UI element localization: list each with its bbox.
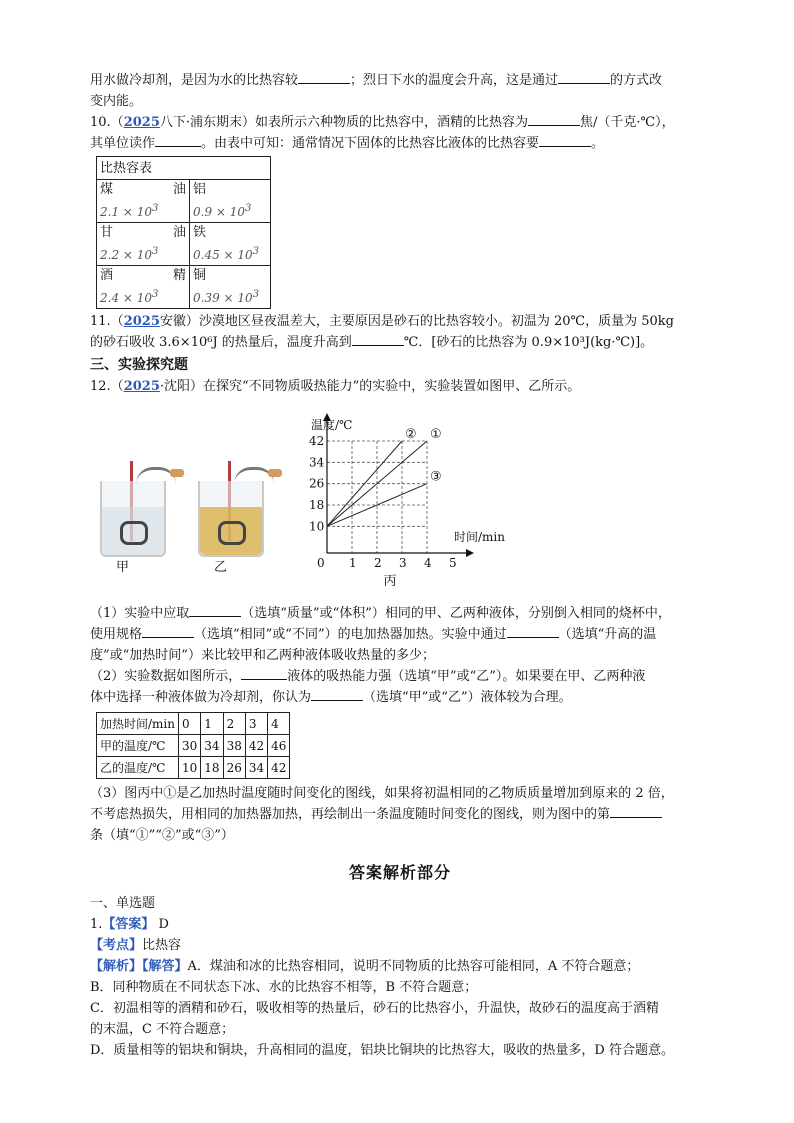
q12-p1-line2: 使用规格 （选填“相同”或“不同”）的电加热器加热。实验中通过 （选填“升高的温 — [90, 627, 657, 642]
x-axis-label: 时间/min — [454, 530, 505, 544]
y-tick-label: 42 — [309, 434, 325, 448]
answer-blank[interactable] — [311, 688, 363, 701]
data-table — [96, 712, 290, 779]
answer-blank[interactable] — [241, 667, 287, 680]
q9-tail-line2: 变内能。 — [90, 94, 143, 109]
temperature-time-chart — [295, 403, 505, 603]
answers-section-heading: 一、单选题 — [90, 896, 156, 911]
x-tick-label: 4 — [424, 556, 432, 570]
analysis-b: B．同种物质在不同状态下冰、水的比热容不相等，B 不符合题意； — [90, 980, 478, 995]
section-heading: 三、实验探究题 — [90, 357, 188, 373]
y-tick-label: 26 — [309, 476, 325, 491]
q12-p3-line2: 不考虑热损失，用相同的加热器加热，再绘制出一条温度随时间变化的图线，则为图中的第 — [90, 804, 710, 825]
y-tick-label: 34 — [309, 455, 325, 470]
series-label: ② — [405, 427, 417, 442]
answer-blank[interactable] — [539, 134, 591, 147]
year-link[interactable]: 2025 — [123, 379, 160, 394]
x-tick-label: 2 — [374, 556, 382, 570]
experiment-figure — [90, 403, 710, 603]
table-row: 乙的温度/℃ 10 18 26 34 42 — [97, 757, 290, 779]
heater-icon — [120, 521, 148, 545]
answer-blank[interactable] — [352, 333, 404, 346]
q12-p3-line1: （3）图丙中①是乙加热时温度随时间变化的图线，如果将初温相同的乙物质质量增加到原来的 2 倍， — [90, 786, 674, 801]
knowledge-point: 【考点】比热容 — [90, 938, 182, 953]
beaker-yi — [188, 461, 274, 575]
answer-blank[interactable] — [142, 625, 194, 638]
q12-p2-line2: 体中选择一种液体做为冷却剂，你认为 （选填“甲”或“乙”）液体较为合理。 — [90, 690, 572, 705]
heater-icon — [218, 521, 246, 545]
q12-line1: 12.（2025·沈阳）在探究“不同物质吸热能力”的实验中，实验装置如图甲、乙所示。 — [90, 379, 581, 394]
table-header: 比热容表 — [97, 157, 271, 180]
x-tick-label: 5 — [449, 556, 457, 570]
y-tick-label: 10 — [309, 519, 325, 534]
analysis-c1: C．初温相等的酒精和砂石，吸收相等的热量后，砂石的比热容小，升温快，故砂石的温度高于酒精 — [90, 1001, 659, 1016]
q11-line1: 11.（2025安徽）沙漠地区昼夜温差大，主要原因是砂石的比热容较小。初温为 20℃，质量为 50kg — [90, 314, 674, 329]
q10-line2: 其单位读作 。由表中可知：通常情况下固体的比热容比液体的比热容要 。 — [90, 136, 605, 151]
q9-tail-line1: 用水做冷却剂，是因为水的比热容较 ；烈日下水的温度会升高，这是通过 的方式改 — [90, 73, 663, 88]
analysis-c2: 的末温，C 不符合题意； — [90, 1022, 235, 1037]
q11-line2: 的砂石吸收 3.6×10⁶J 的热量后，温度升高到 ℃．[砂石的比热容为 0.9×10³J(kg·℃)]。 — [90, 335, 654, 350]
answers-title: 答案解析部分 — [348, 863, 451, 882]
x-tick-label: 3 — [399, 556, 407, 570]
table-row: 煤 油 $2.1 \times 10^3$ 铝 $0.9 \times 10^3$ — [97, 180, 271, 223]
table-row: 甲的温度/℃ 30 34 38 42 46 — [97, 735, 290, 757]
analysis-d: D．质量相等的铝块和铜块，升高相同的温度，铝块比铜块的比热容大，吸收的热量多，D 符合题意。 — [90, 1043, 674, 1058]
series-label: ① — [430, 427, 442, 442]
table-row: 加热时间/min 0 1 2 3 4 — [97, 713, 290, 735]
document-page — [90, 70, 710, 1061]
y-tick-label: 18 — [309, 498, 325, 512]
series-label: ③ — [430, 469, 442, 485]
q12-p2-line1: （2）实验数据如图所示， 液体的吸热能力强（选填“甲”或“乙”）。如果要在甲、乙两种液 — [90, 669, 646, 684]
answer-1: 1.【答案】 D — [90, 917, 169, 932]
q10-line1: 10.（2025八下·浦东期末）如表所示六种物质的比热容中，酒精的比热容为 焦/（千克·℃）， — [90, 115, 675, 130]
figure-label-yi: 乙 — [214, 560, 228, 575]
x-tick-label: 0 — [317, 556, 325, 570]
table-row: 酒 精 $2.4 \times 10^3$ 铜 $0.39 \times 10^3$ — [97, 266, 271, 309]
answer-blank[interactable] — [189, 604, 241, 617]
specific-heat-table — [96, 156, 271, 309]
answer-blank[interactable] — [610, 805, 662, 818]
answer-blank[interactable] — [528, 113, 580, 126]
year-link[interactable]: 2025 — [123, 314, 160, 329]
q12-p1-line3: 度”或“加热时间”）来比较甲和乙两种液体吸收热量的多少； — [90, 648, 435, 663]
answer-blank[interactable] — [155, 134, 201, 147]
year-link[interactable]: 2025 — [123, 115, 160, 130]
beaker-jia — [90, 461, 176, 575]
x-axis-arrow-icon — [466, 549, 474, 557]
figure-label-bing: 丙 — [383, 574, 397, 589]
answer-blank[interactable] — [558, 71, 610, 84]
answer-blank[interactable] — [298, 71, 350, 84]
q12-p1-line1: （1）实验中应取 （选填“质量”或“体积”）相同的甲、乙两种液体，分别倒入相同的烧杯中， — [90, 606, 671, 621]
x-tick-label: 1 — [349, 556, 357, 570]
figure-label-jia: 甲 — [116, 560, 130, 575]
q12-p3-line3: 条（填“①”“②”或“③”） — [90, 828, 234, 843]
analysis-a: 【解析】【解答】A．煤油和冰的比热容相同，说明不同物质的比热容可能相同，A 不符合题意； — [90, 959, 640, 974]
y-axis-label: 温度/℃ — [311, 418, 353, 432]
answer-blank[interactable] — [507, 625, 559, 638]
table-row: 甘 油 $2.2 \times 10^3$ 铁 $0.45 \times 10^3$ — [97, 223, 271, 266]
